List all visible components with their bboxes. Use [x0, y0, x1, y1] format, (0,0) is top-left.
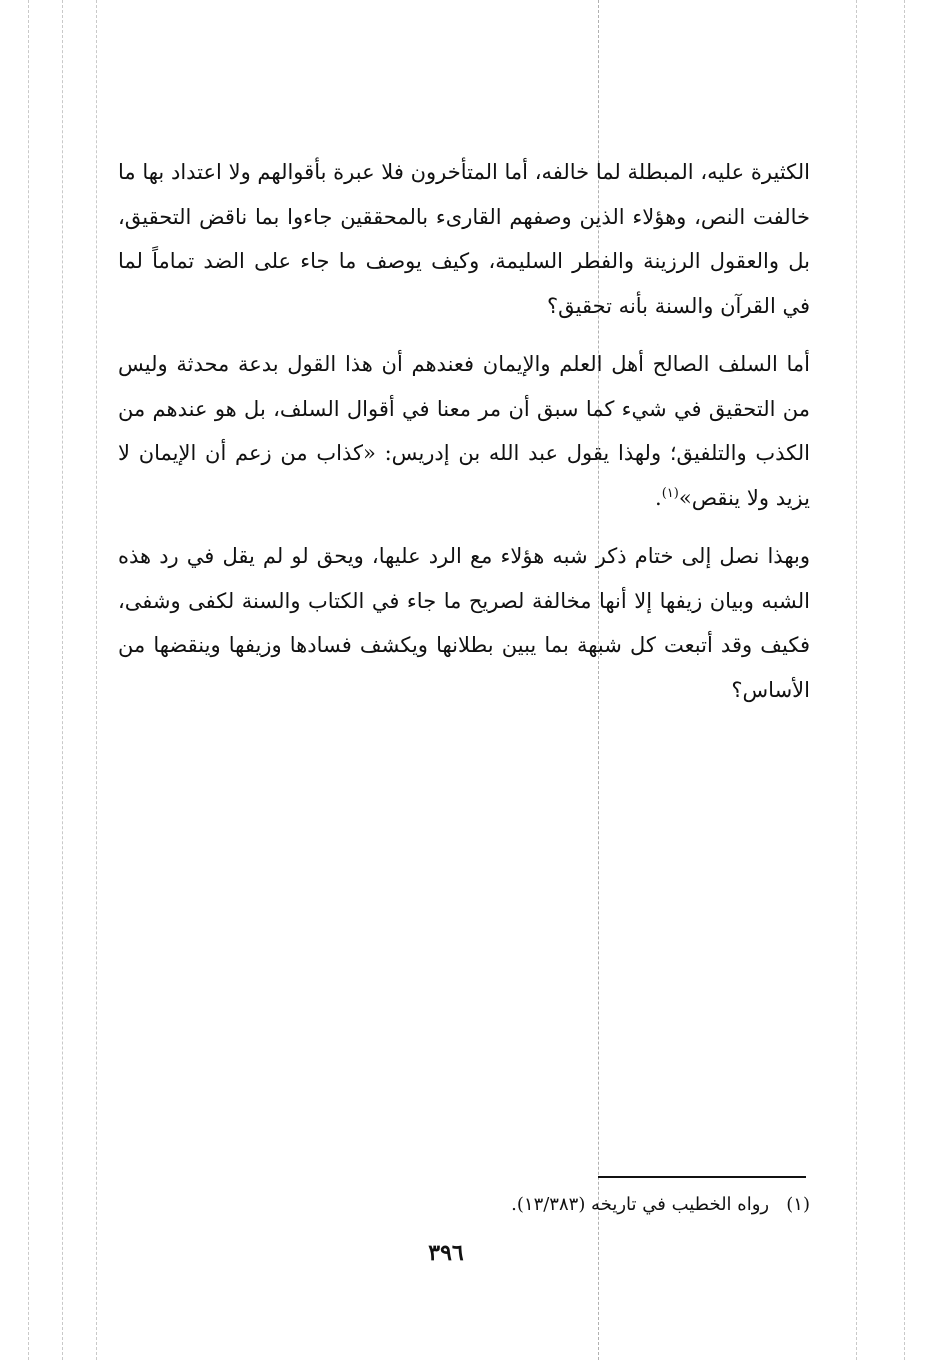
scan-guide-line	[856, 0, 857, 1360]
footnote-reference: (١)	[661, 485, 679, 501]
paragraph-3	[118, 534, 810, 712]
footnote-number: (١)	[786, 1194, 810, 1215]
paragraph-2-text: أما السلف الصالح أهل العلم والإيمان فعندهم أن هذا القول بدعة محدثة وليس من التحقيق في شيء كما سبق أن مر معنا في أقوال السلف، بل هو عندهم من الكذب والتلفيق؛ ولهذا يقول عبد الله بن إدريس: «كذاب من زعم أن الإيمان لا يزيد ولا ينقص»	[118, 352, 810, 510]
scan-guide-line	[62, 0, 63, 1360]
paragraph-1	[118, 150, 810, 328]
footnote-text: رواه الخطيب في تاريخه (١٣/٣٨٣).	[511, 1194, 770, 1215]
footnote	[300, 1190, 810, 1220]
scan-guide-line	[904, 0, 905, 1360]
page-number: ٣٩٦	[428, 1240, 464, 1266]
paragraph-2-end: .	[655, 485, 662, 510]
scan-guide-line	[28, 0, 29, 1360]
scan-guide-line	[96, 0, 97, 1360]
footnote-divider	[598, 1176, 806, 1178]
paragraph-3-text: وبهذا نصل إلى ختام ذكر شبه هؤلاء مع الرد عليها، ويحق لو لم يقل في رد هذه الشبه وبيان زيفها إلا أنها مخالفة لصريح ما جاء في الكتاب والسنة لكفى وشفى، فكيف وقد أتبعت كل شبهة بما يبين بطلانها ويكشف فسادها وزيفها وينقضها من الأساس؟	[118, 544, 810, 702]
paragraph-2	[118, 342, 810, 520]
paragraph-1-text: الكثيرة عليه، المبطلة لما خالفه، أما المتأخرون فلا عبرة بأقوالهم ولا اعتداد بها ما خالفت النص، وهؤلاء الذين وصفهم القارىء بالمحققين جاءوا بما ناقض التحقيق، بل والعقول الرزينة والفطر السليمة، وكيف يوصف ما جاء على الضد تماماً لما في القرآن والسنة بأنه تحقيق؟	[118, 160, 810, 318]
main-text	[118, 150, 810, 712]
